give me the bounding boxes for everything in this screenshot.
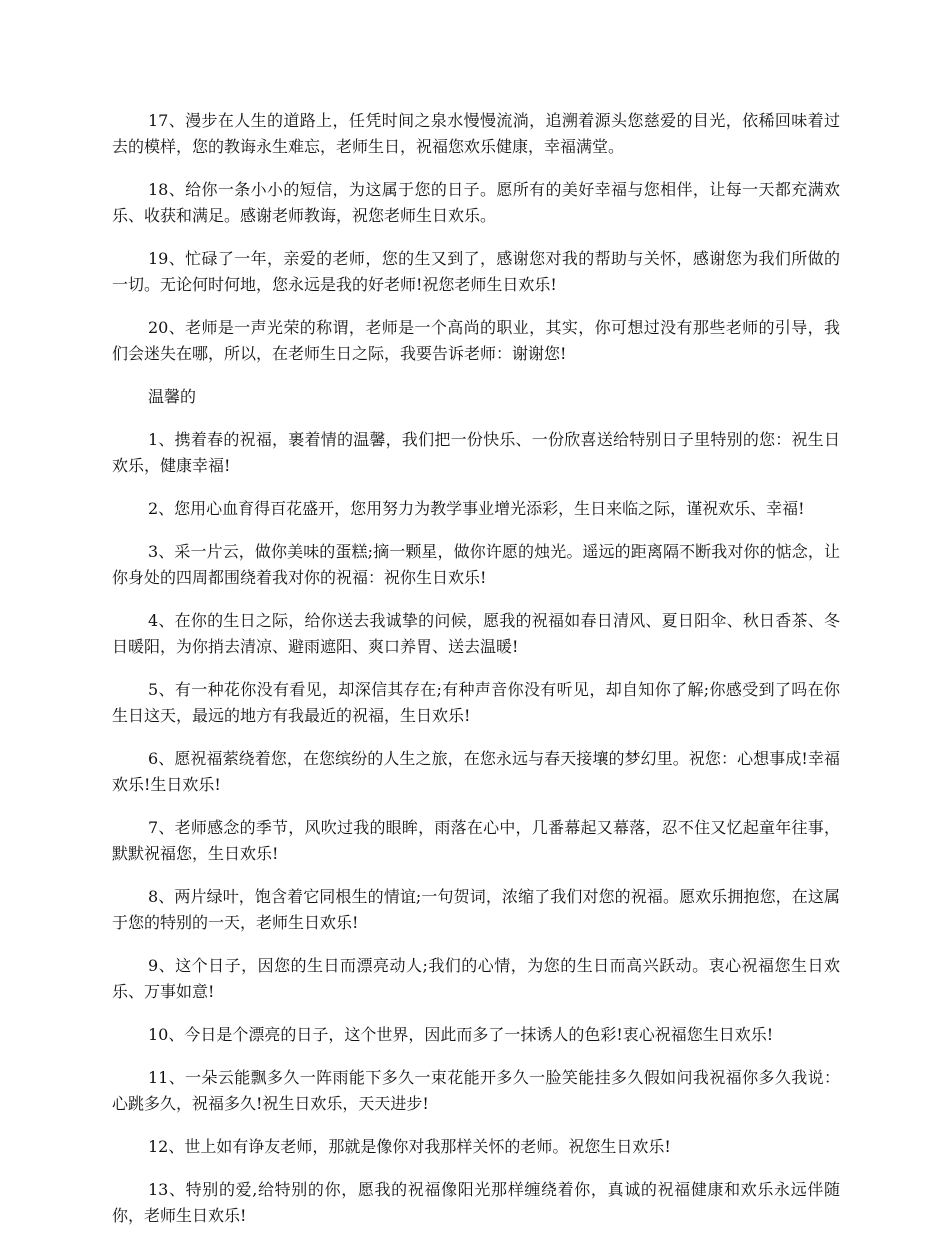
section-heading: 温馨的 [148, 387, 197, 406]
paragraph-7: 7、老师感念的季节，风吹过我的眼眸，雨落在心中，几番幕起又幕落，忍不住又忆起童年往事，默默祝福您，生日欢乐! [112, 818, 840, 863]
paragraph-20: 20、老师是一声光荣的称谓，老师是一个高尚的职业，其实，你可想过没有那些老师的引导，我们会迷失在哪，所以，在老师生日之际，我要告诉老师：谢谢您! [112, 318, 840, 363]
paragraph-2: 2、您用心血育得百花盛开，您用努力为教学事业增光添彩，生日来临之际，谨祝欢乐、幸福! [148, 499, 805, 518]
paragraph-5: 5、有一种花你没有看见，却深信其存在;有种声音你没有听见，却自知你了解;你感受到了吗在你生日这天，最远的地方有我最近的祝福，生日欢乐! [112, 680, 840, 725]
paragraph-6: 6、愿祝福萦绕着您，在您缤纷的人生之旅，在您永远与春天接壤的梦幻里。祝您：心想事成!幸福欢乐!生日欢乐! [112, 749, 840, 794]
document-page [112, 108, 840, 1246]
paragraph-12: 12、世上如有诤友老师，那就是像你对我那样关怀的老师。祝您生日欢乐! [148, 1137, 671, 1156]
paragraph-17: 17、漫步在人生的道路上，任凭时间之泉水慢慢流淌，追溯着源头您慈爱的目光，依稀回味着过去的模样，您的教诲永生难忘，老师生日，祝福您欢乐健康，幸福满堂。 [112, 111, 840, 156]
paragraph-1: 1、携着春的祝福，裹着情的温馨，我们把一份快乐、一份欣喜送给特别日子里特别的您：祝生日欢乐，健康幸福! [112, 430, 840, 475]
paragraph-10: 10、今日是个漂亮的日子，这个世界，因此而多了一抹诱人的色彩!衷心祝福您生日欢乐! [148, 1025, 774, 1044]
paragraph-8: 8、两片绿叶，饱含着它同根生的情谊;一句贺词，浓缩了我们对您的祝福。愿欢乐拥抱您，在这属于您的特别的一天，老师生日欢乐! [112, 887, 840, 932]
paragraph-11: 11、一朵云能飘多久一阵雨能下多久一束花能开多久一脸笑能挂多久假如问我祝福你多久我说：心跳多久，祝福多久!祝生日欢乐，天天进步! [112, 1068, 840, 1113]
paragraph-3: 3、采一片云，做你美味的蛋糕;摘一颗星，做你许愿的烛光。遥远的距离隔不断我对你的惦念，让你身处的四周都围绕着我对你的祝福：祝你生日欢乐! [112, 542, 840, 587]
paragraph-9: 9、这个日子，因您的生日而漂亮动人;我们的心情，为您的生日而高兴跃动。衷心祝福您生日欢乐、万事如意! [112, 956, 840, 1001]
paragraph-13: 13、特别的爱,给特别的你，愿我的祝福像阳光那样缠绕着你，真诚的祝福健康和欢乐永远伴随你，老师生日欢乐! [112, 1180, 840, 1225]
paragraph-18: 18、给你一条小小的短信，为这属于您的日子。愿所有的美好幸福与您相伴，让每一天都充满欢乐、收获和满足。感谢老师教诲，祝您老师生日欢乐。 [112, 180, 840, 225]
paragraph-4: 4、在你的生日之际，给你送去我诚挚的问候，愿我的祝福如春日清风、夏日阳伞、秋日香茶、冬日暖阳，为你捎去清凉、避雨遮阳、爽口养胃、送去温暖! [112, 611, 840, 656]
paragraph-19: 19、忙碌了一年，亲爱的老师，您的生又到了，感谢您对我的帮助与关怀，感谢您为我们所做的一切。无论何时何地，您永远是我的好老师!祝您老师生日欢乐! [112, 249, 840, 294]
